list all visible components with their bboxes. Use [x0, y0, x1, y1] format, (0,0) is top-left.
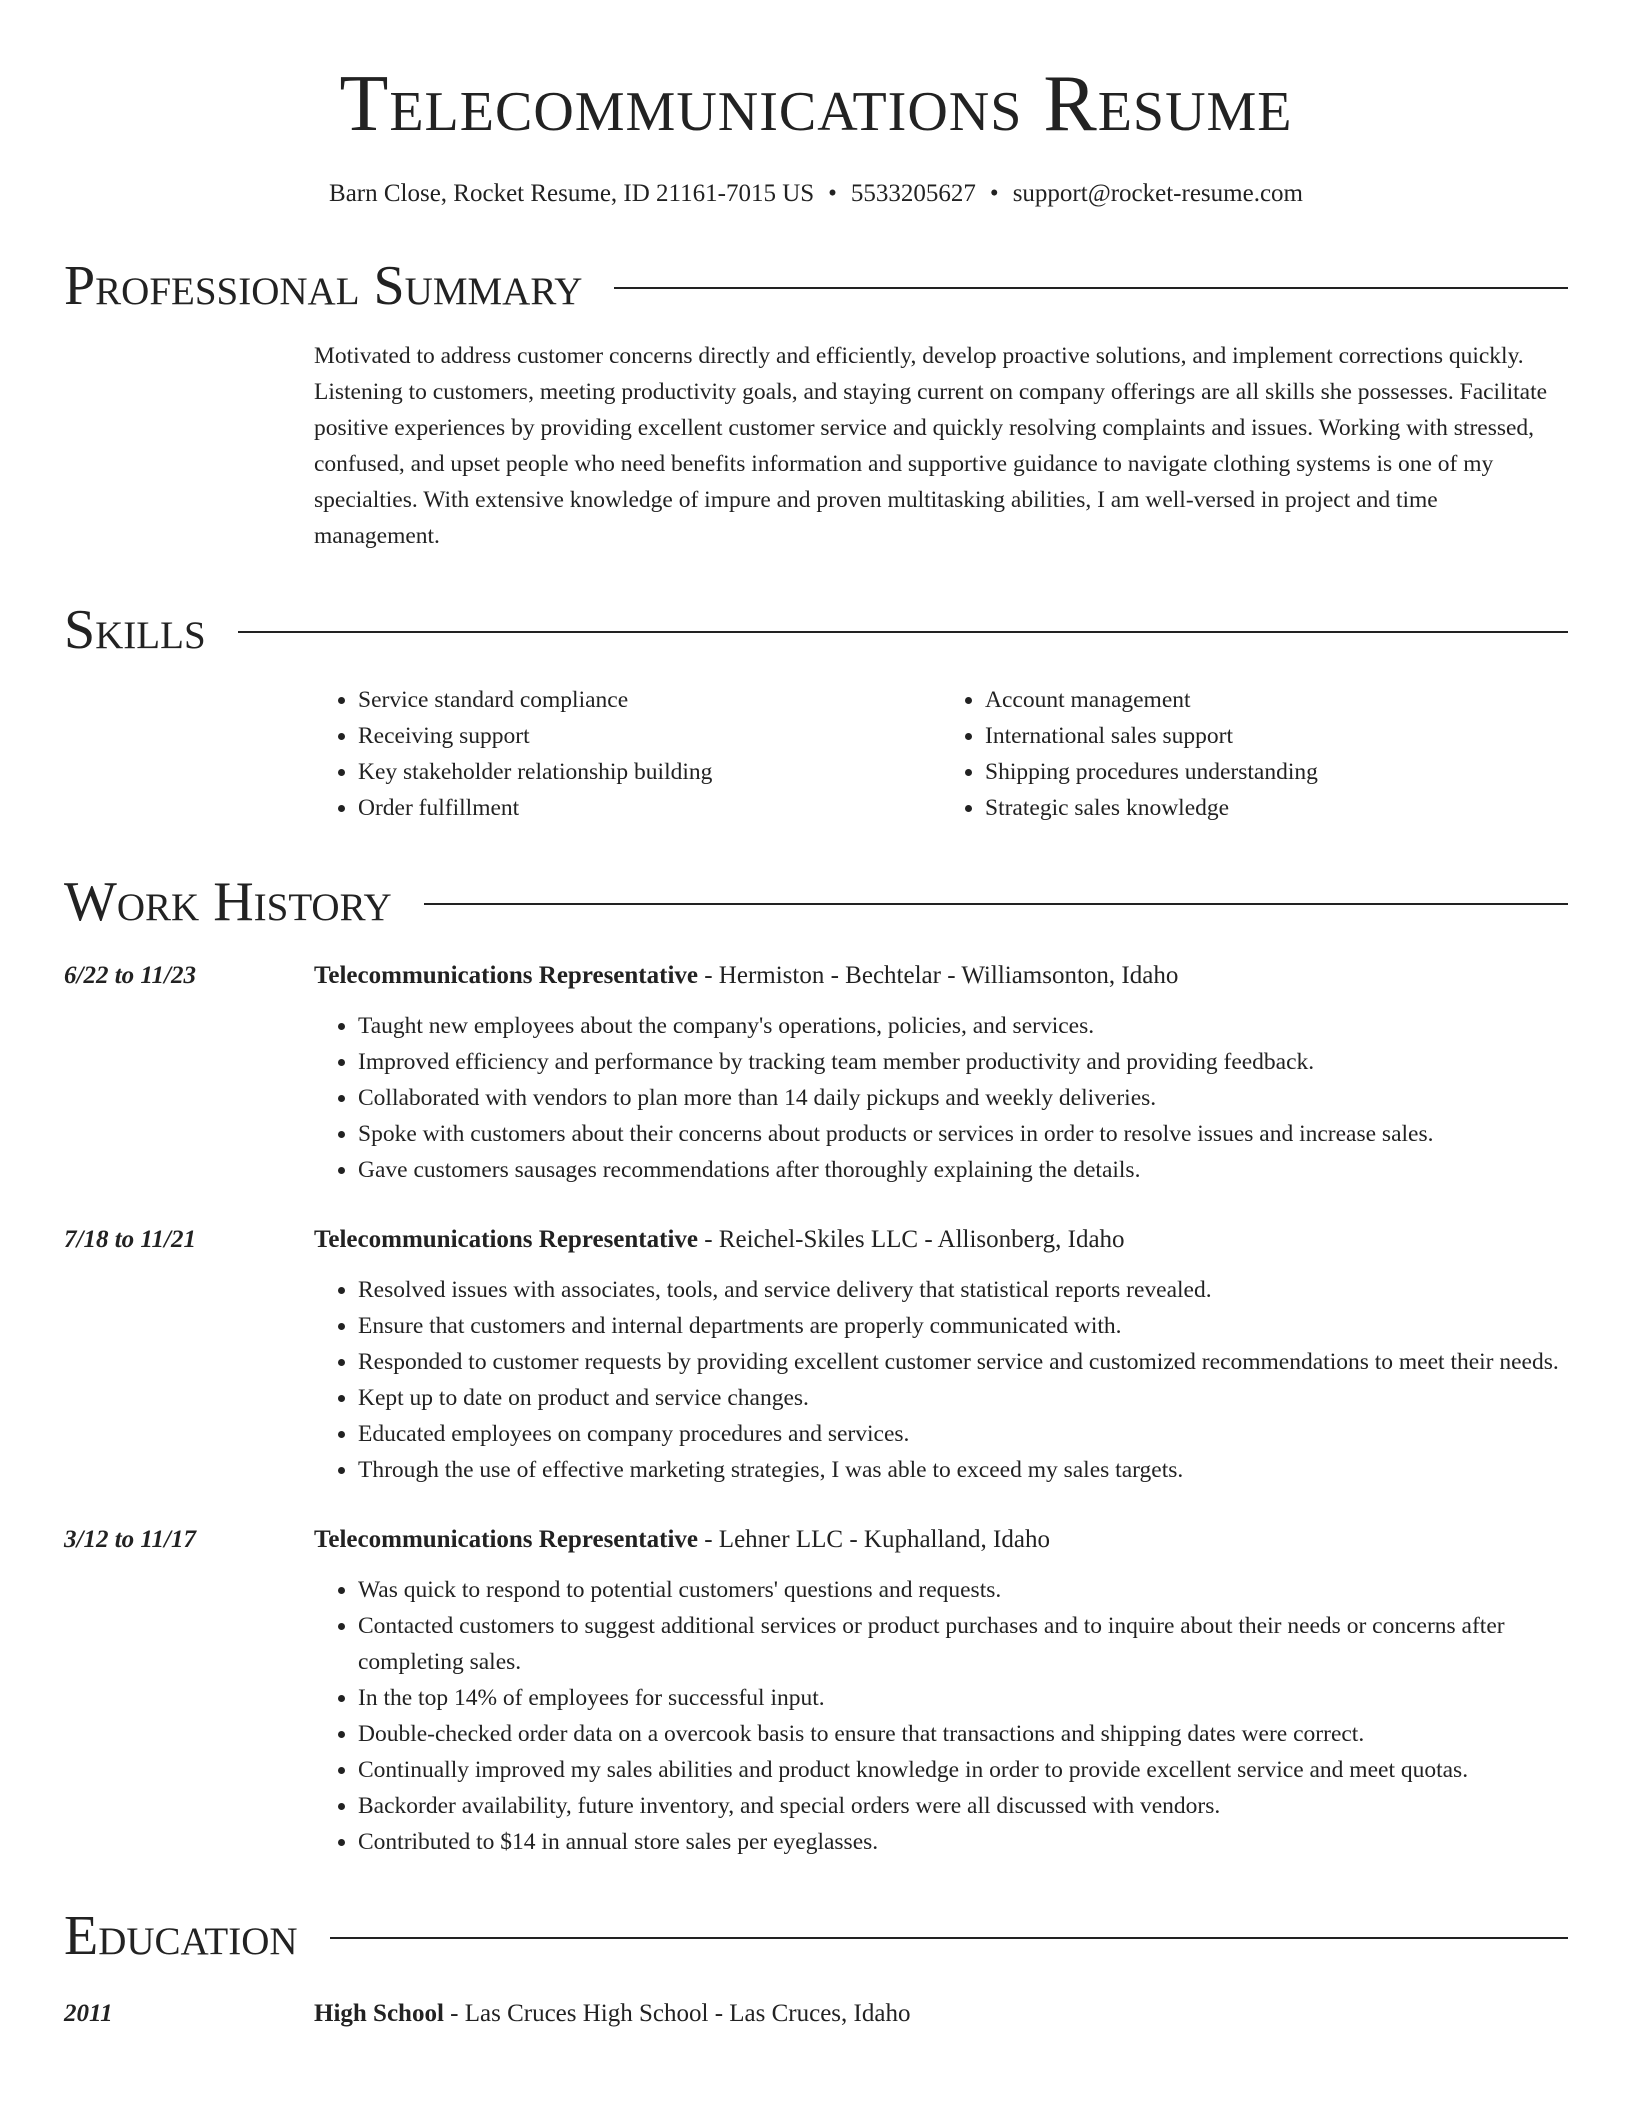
job-bullet: • Backorder availability, future inventory, and special orders were all discussed with vendors. [358, 1788, 1568, 1824]
job-bullet: • Contacted customers to suggest additional services or product purchases and to inquire about their needs or concerns after completing sales. [358, 1608, 1568, 1680]
education-year: 2011 [64, 2000, 113, 2027]
education-heading: Education [64, 1905, 298, 1967]
summary-text: Motivated to address customer concerns directly and efficiently, develop proactive solutions, and implement corrections quickly. Listening to customers, meeting productivity goals, and staying current on company offerings are all skills she possesses. Facilitate positive experiences by providing excellent customer service and quickly resolving complaints and issues. Working with stressed, confused, and upset people who need benefits information and supportive guidance to navigate clothing systems is one of my specialties. With extensive knowledge of impure and proven multitasking abilities, I am well-versed in project and time management. [314, 343, 1548, 549]
education-section-header [64, 1904, 1568, 1968]
contact-address: Barn Close, Rocket Resume, ID 21161-7015 US [329, 180, 815, 207]
contact-separator: • [989, 180, 999, 207]
job-bullet: • Gave customers sausages recommendations after thoroughly explaining the details. [358, 1152, 1568, 1188]
job-bullet: • Spoke with customers about their concerns about products or services in order to resolve issues and increase sales. [358, 1116, 1568, 1152]
skill-item: • International sales support [985, 718, 1568, 754]
job-heading [314, 1222, 1568, 1258]
skill-item: • Key stakeholder relationship building [358, 754, 941, 790]
job-heading [314, 958, 1568, 994]
skills-column-right [941, 682, 1568, 826]
skills-column-left [314, 682, 941, 826]
job-bullet: • Resolved issues with associates, tools, and service delivery that statistical reports revealed. [358, 1272, 1568, 1308]
skill-item: • Order fulfillment [358, 790, 941, 826]
job-entry [64, 958, 1568, 1188]
skill-item: • Strategic sales knowledge [985, 790, 1568, 826]
contact-phone: 5533205627 [850, 180, 976, 207]
job-bullet: • Responded to customer requests by providing excellent customer service and customized recommendations to meet their needs. [358, 1344, 1568, 1380]
job-dates: 7/18 to 11/21 [64, 1226, 196, 1253]
resume-page [64, 0, 1568, 2032]
job-bullet: • Kept up to date on product and service changes. [358, 1380, 1568, 1416]
section-divider [614, 287, 1568, 289]
skills-heading: Skills [64, 599, 206, 661]
contact-email: support@rocket-resume.com [1012, 180, 1303, 207]
job-entry [64, 1222, 1568, 1488]
work-section-header [64, 870, 1568, 934]
job-bullets [314, 1008, 1568, 1188]
job-bullet: • In the top 14% of employees for successful input. [358, 1680, 1568, 1716]
section-divider [238, 631, 1568, 633]
job-bullet: • Double-checked order data on a overcook basis to ensure that transactions and shipping dates were correct. [358, 1716, 1568, 1752]
work-history [64, 958, 1568, 1860]
skill-item: • Receiving support [358, 718, 941, 754]
job-bullet: • Improved efficiency and performance by tracking team member productivity and providing feedback. [358, 1044, 1568, 1080]
skill-item: • Account management [985, 682, 1568, 718]
education-degree: High School [314, 2000, 444, 2027]
job-bullet: • Educated employees on company procedures and services. [358, 1416, 1568, 1452]
skills-section-header [64, 598, 1568, 662]
job-employer: - Lehner LLC - Kuphalland, Idaho [697, 1526, 1050, 1553]
job-dates: 3/12 to 11/17 [64, 1526, 196, 1553]
job-bullet: • Collaborated with vendors to plan more than 14 daily pickups and weekly deliveries. [358, 1080, 1568, 1116]
job-employer: - Reichel-Skiles LLC - Allisonberg, Idaho [697, 1226, 1125, 1253]
job-employer: - Hermiston - Bechtelar - Williamsonton, Idaho [697, 962, 1179, 989]
job-entry [64, 1522, 1568, 1860]
job-content [314, 958, 1568, 1188]
summary-heading: Professional Summary [64, 255, 583, 317]
job-title: Telecommunications Representative [314, 1226, 698, 1253]
skill-item: • Service standard compliance [358, 682, 941, 718]
contact-separator: • [828, 180, 837, 207]
skills-list [314, 682, 1568, 826]
job-content [314, 1522, 1568, 1860]
job-title: Telecommunications Representative [314, 962, 698, 989]
contact-line [64, 178, 1568, 210]
education-entry [64, 1996, 1568, 2032]
job-bullet: • Was quick to respond to potential customers' questions and requests. [358, 1572, 1568, 1608]
job-title: Telecommunications Representative [314, 1526, 698, 1553]
skill-item: • Shipping procedures understanding [985, 754, 1568, 790]
job-bullets [314, 1272, 1568, 1488]
job-bullet: • Through the use of effective marketing strategies, I was able to exceed my sales targets. [358, 1452, 1568, 1488]
section-divider [424, 903, 1568, 905]
resume-title: Telecommunications Resume [339, 60, 1293, 148]
job-bullet: • Continually improved my sales abilities and product knowledge in order to provide excellent service and meet quotas. [358, 1752, 1568, 1788]
job-dates: 6/22 to 11/23 [64, 962, 196, 989]
job-content [314, 1222, 1568, 1488]
job-bullet: • Taught new employees about the company's operations, policies, and services. [358, 1008, 1568, 1044]
summary-section-header [64, 254, 1568, 318]
education-school: - Las Cruces High School - Las Cruces, Idaho [443, 2000, 911, 2027]
job-bullet: • Ensure that customers and internal departments are properly communicated with. [358, 1308, 1568, 1344]
job-bullets [314, 1572, 1568, 1860]
work-heading: Work History [64, 871, 392, 933]
education-heading-line [314, 1996, 910, 2032]
section-divider [330, 1937, 1568, 1939]
job-heading [314, 1522, 1568, 1558]
job-bullet: • Contributed to $14 in annual store sales per eyeglasses. [358, 1824, 1568, 1860]
